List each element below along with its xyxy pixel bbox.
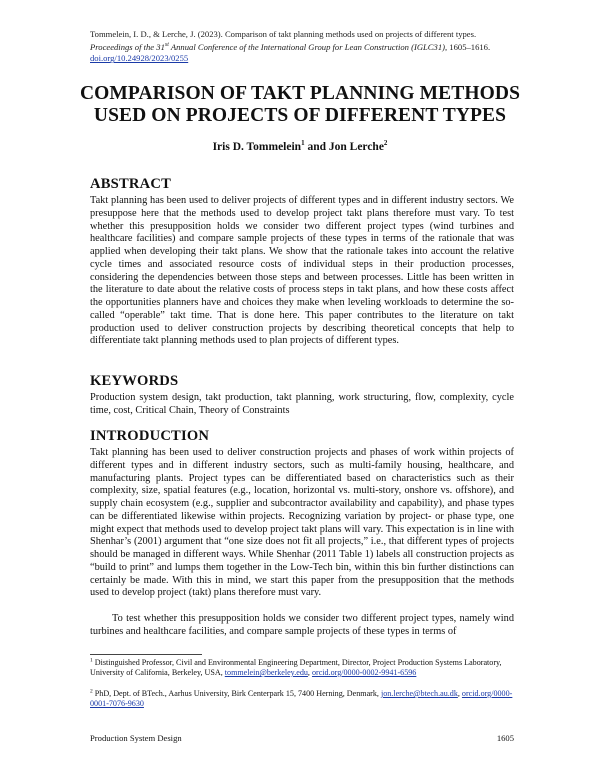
title-line-2: USED ON PROJECTS OF DIFFERENT TYPES — [93, 105, 507, 126]
footnote-2-email-link[interactable]: jon.lerche@btech.au.dk — [380, 689, 458, 698]
title-line-1: COMPARISON OF TAKT PLANNING METHODS — [79, 83, 521, 104]
introduction-heading: INTRODUCTION — [90, 428, 210, 444]
keywords-text: Production system design, takt production, takt planning, work structuring, flow, complexity, cycle time, cost, Critical Chain, Theory of Constraints — [90, 392, 514, 416]
citation-proceedings: Proceedings of the 31st Annual Conference of the International Group for Lean Construction (IGLC31) — [90, 42, 445, 53]
footnote-2: $^2$ PhD, Dept. of BTech., Aarhus University, Birk Centerpark 15, 7400 Herning, Denmark, jon.lerche@btech.au.dk, orcid.org/0000-0001-7076-9630 — [90, 688, 513, 708]
paper-title — [60, 83, 540, 127]
footnote-2-orcid-link[interactable]: orcid.org/0000-0001-7076-9630 — [90, 689, 513, 708]
footer-page-number: 1605 — [496, 733, 514, 743]
footnote-divider — [90, 654, 202, 655]
abstract-text: Takt planning has been used to deliver projects of different types and in different industry sectors. We presuppose here that the methods used to develop project takt plans therefore must vary. To test whether this presupposition holds we consider two different project types (wind turbines and healthcare facilities) and compare sample projects of these types in terms of the rationale that was applied when developing their takt plans. We show that the rationale takes into account the relative cycle times and associated resource costs of individual steps in their production processes, considering the dependencies between those steps and between processes. Little has been written in the literature to date about the relative costs of process steps in takt plans, and how these costs affect the opportunities planners have and choices they make when leveling workloads to determine the so-called “operable” takt time. That is done here. This paper contributes to the literature on takt production used to deliver construction projects by describing theoretical concepts that help to differentiate takt planning methods used to plan projects of different types. — [90, 195, 514, 347]
citation-header — [90, 29, 514, 64]
citation-pages: , 1605–1616. — [445, 42, 491, 53]
author-line: Iris D. Tommelein$^1$ and Jon Lerche$^2$ — [212, 139, 388, 153]
footnote-1-email-link[interactable]: tommelein@berkeley.edu — [224, 668, 308, 677]
introduction-paragraph-2: To test whether this presupposition holds we consider two different project types, namely wind turbines and healthcare facilities, and compare sample projects of these types in terms of — [90, 613, 514, 637]
citation-authors: Tommelein, I. D., & Lerche, J. (2023). Comparison of takt planning methods used on projects of different types. — [90, 29, 477, 39]
keywords-heading: KEYWORDS — [90, 373, 179, 389]
author-1: Iris D. Tommelein — [212, 141, 302, 153]
doi-link[interactable]: doi.org/10.24928/2023/0255 — [90, 53, 189, 64]
author-2: Jon Lerche — [328, 141, 384, 153]
footer-section-name: Production System Design — [90, 733, 182, 743]
footnote-1: $^1$ Distinguished Professor, Civil and Environmental Engineering Department, Director, Project Production Systems Laboratory, University of California, Berkeley, USA, tommelein@berkeley.edu, orcid.org/0000-0002-9941-6596 — [90, 657, 502, 677]
introduction-paragraph-1: Takt planning has been used to deliver construction projects and phases of work within projects of different types and in different industry sectors, such as multi-family housing, healthcare, and manufacturing plants. Project types can be differentiated based on characteristics such as their complexity, size, spatial features (e.g., location, horizontal vs. multi-story, onshore vs. offshore), and supply chain ecosystem (e.g., supplier and subcontractor availability and capability), and phase types can be differentiated likewise within projects. Recognizing variation by project- or phase type, one might expect that methods used to develop project takt plans will vary. This expectation is in line with Shenhar’s (2001) argument that “one size does not fit all projects,” i.e., that different types of projects should be managed in different ways. While Shenhar (2011 Table 1) labels all construction projects as “build to print” and lumps them together in the Low-Tech bin, within this bin further distinctions can certainly be made. With this in mind, we start this paper from the presupposition that the methods used to develop project (takt) plans therefore must vary. — [90, 447, 514, 599]
abstract-heading: ABSTRACT — [90, 176, 172, 192]
footnote-1-orcid-link[interactable]: orcid.org/0000-0002-9941-6596 — [311, 668, 417, 677]
